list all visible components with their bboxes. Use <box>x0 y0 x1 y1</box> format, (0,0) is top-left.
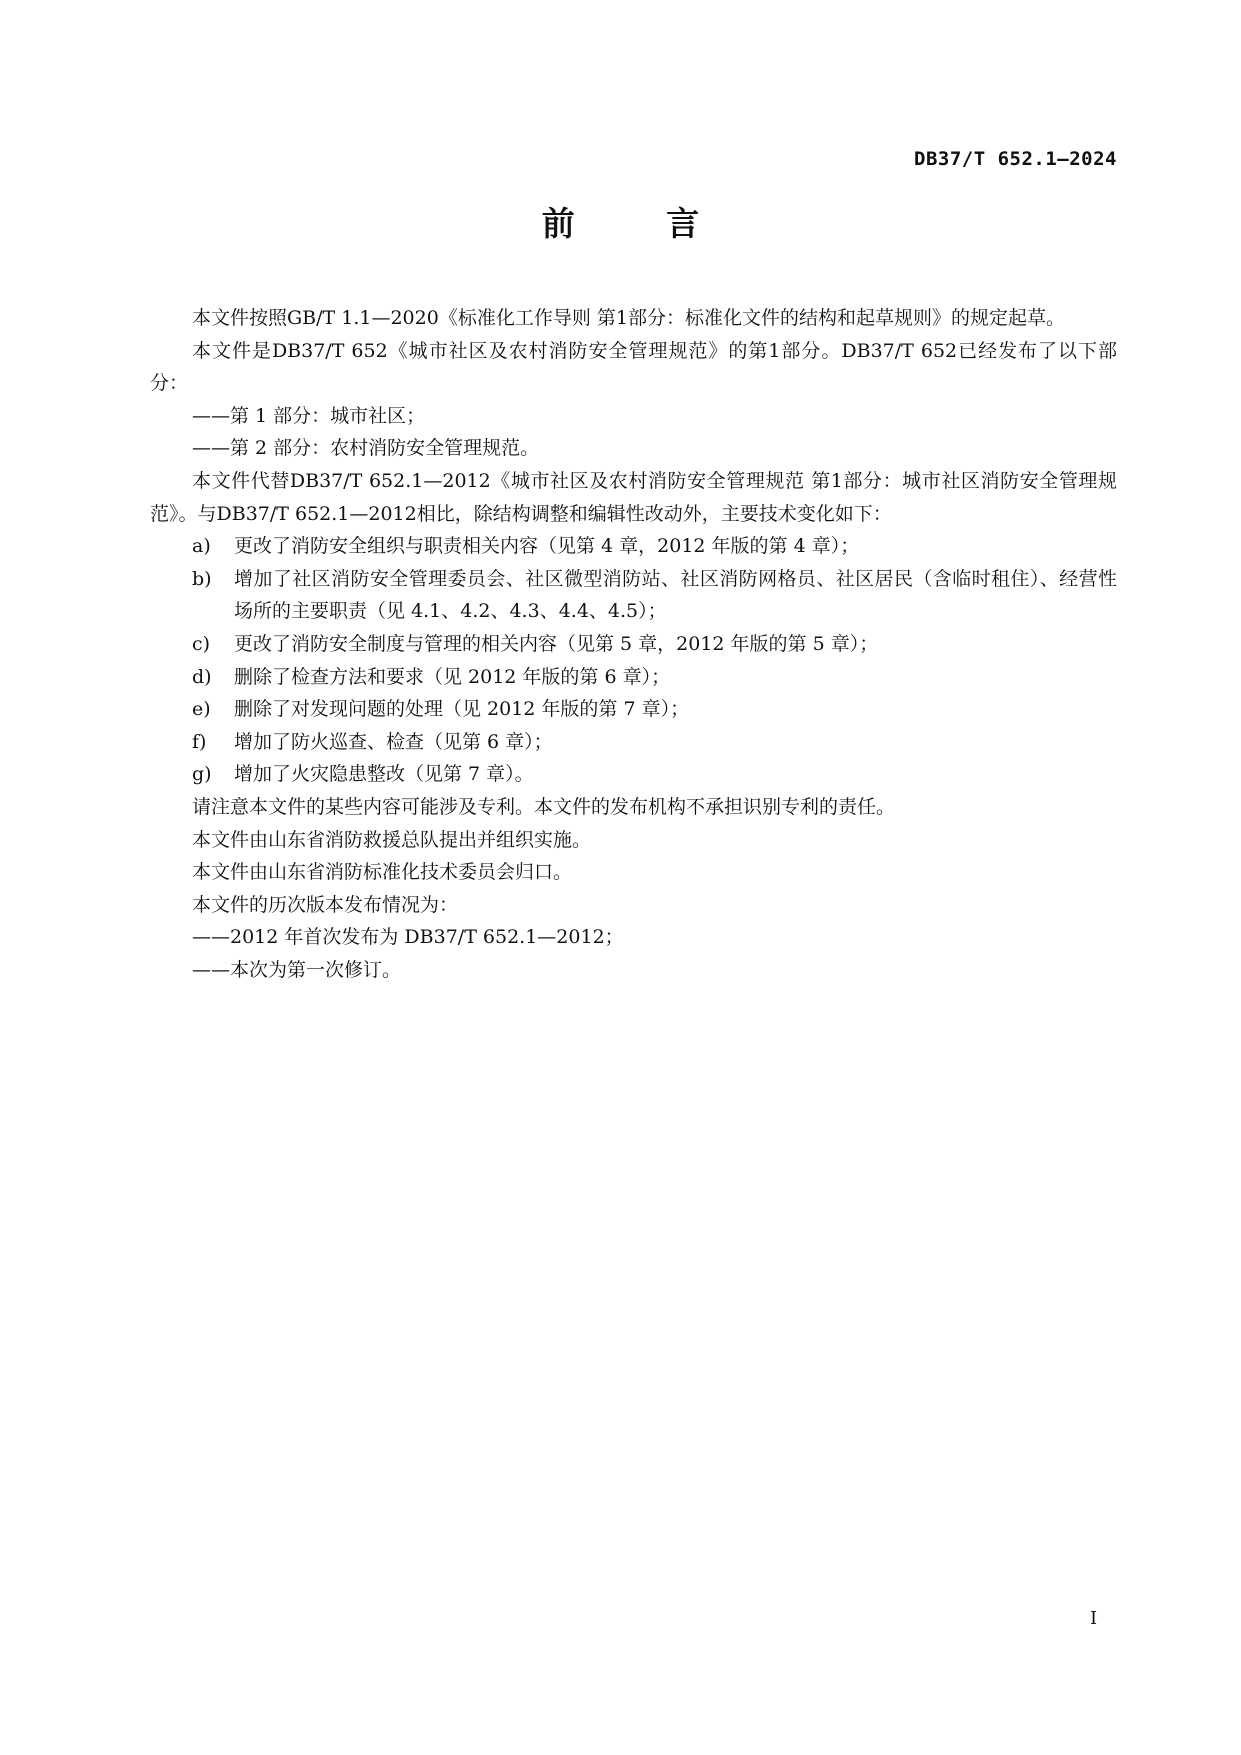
change-label: f) <box>192 730 207 753</box>
paragraph-drafting-basis: 本文件按照GB/T 1.1—2020《标准化工作导则 第1部分：标准化文件的结构和起草规则》的规定起草。 <box>192 307 1065 329</box>
part-list-item: ——第 1 部分：城市社区； <box>192 404 426 427</box>
change-label: b) <box>192 567 212 590</box>
history-list-item: ——2012 年首次发布为 DB37/T 652.1—2012； <box>192 926 624 949</box>
paragraph-proposer: 本文件由山东省消防救援总队提出并组织实施。 <box>192 828 592 851</box>
change-list-item <box>150 661 1117 694</box>
change-label: e) <box>192 698 211 721</box>
change-label: a) <box>192 535 211 558</box>
paragraph-patent-notice: 请注意本文件的某些内容可能涉及专利。本文件的发布机构不承担识别专利的责任。 <box>192 795 896 818</box>
foreword-body <box>150 302 1117 986</box>
change-text: 更改了消防安全组织与职责相关内容（见第 4 章，2012 年版的第 4 章）； <box>234 535 860 558</box>
change-label: d) <box>192 665 212 688</box>
paragraph-centralized: 本文件由山东省消防标准化技术委员会归口。 <box>192 861 573 884</box>
change-label: g) <box>192 763 212 786</box>
document-code: DB37/T 652.1—2024 <box>914 148 1117 170</box>
page-number: I <box>1090 1608 1098 1629</box>
change-list-item <box>150 563 1117 628</box>
history-list-item: ——本次为第一次修订。 <box>192 958 402 981</box>
change-list-item <box>150 693 1117 726</box>
paragraph-series-info: 本文件是DB37/T 652《城市社区及农村消防安全管理规范》的第1部分。DB37/T 652已经发布了以下部分： <box>150 339 1117 395</box>
change-list-item <box>150 726 1117 759</box>
change-text: 删除了检查方法和要求（见 2012 年版的第 6 章）； <box>234 665 671 688</box>
change-list-item <box>150 628 1117 661</box>
page-title: 前 言 <box>541 204 740 243</box>
change-list-item <box>150 758 1117 791</box>
change-list-item <box>150 530 1117 563</box>
paragraph-history-intro: 本文件的历次版本发布情况为： <box>192 893 459 916</box>
paragraph-replacement: 本文件代替DB37/T 652.1—2012《城市社区及农村消防安全管理规范 第1部分：城市社区消防安全管理规范》。与DB37/T 652.1—2012相比，除结构调整和编辑性改动外，主要技术变化如下： <box>150 469 1117 525</box>
change-text: 删除了对发现问题的处理（见 2012 年版的第 7 章）； <box>234 698 690 721</box>
change-text: 增加了社区消防安全管理委员会、社区微型消防站、社区消防网格员、社区居民（含临时租住）、经营性场所的主要职责（见 4.1、4.2、4.3、4.4、4.5）； <box>234 567 1117 623</box>
change-text: 更改了消防安全制度与管理的相关内容（见第 5 章，2012 年版的第 5 章）； <box>234 632 879 655</box>
change-label: c) <box>192 632 211 655</box>
change-text: 增加了火灾隐患整改（见第 7 章）。 <box>234 763 534 786</box>
part-list-item: ——第 2 部分：农村消防安全管理规范。 <box>192 437 540 460</box>
change-text: 增加了防火巡查、检查（见第 6 章）； <box>234 730 553 753</box>
